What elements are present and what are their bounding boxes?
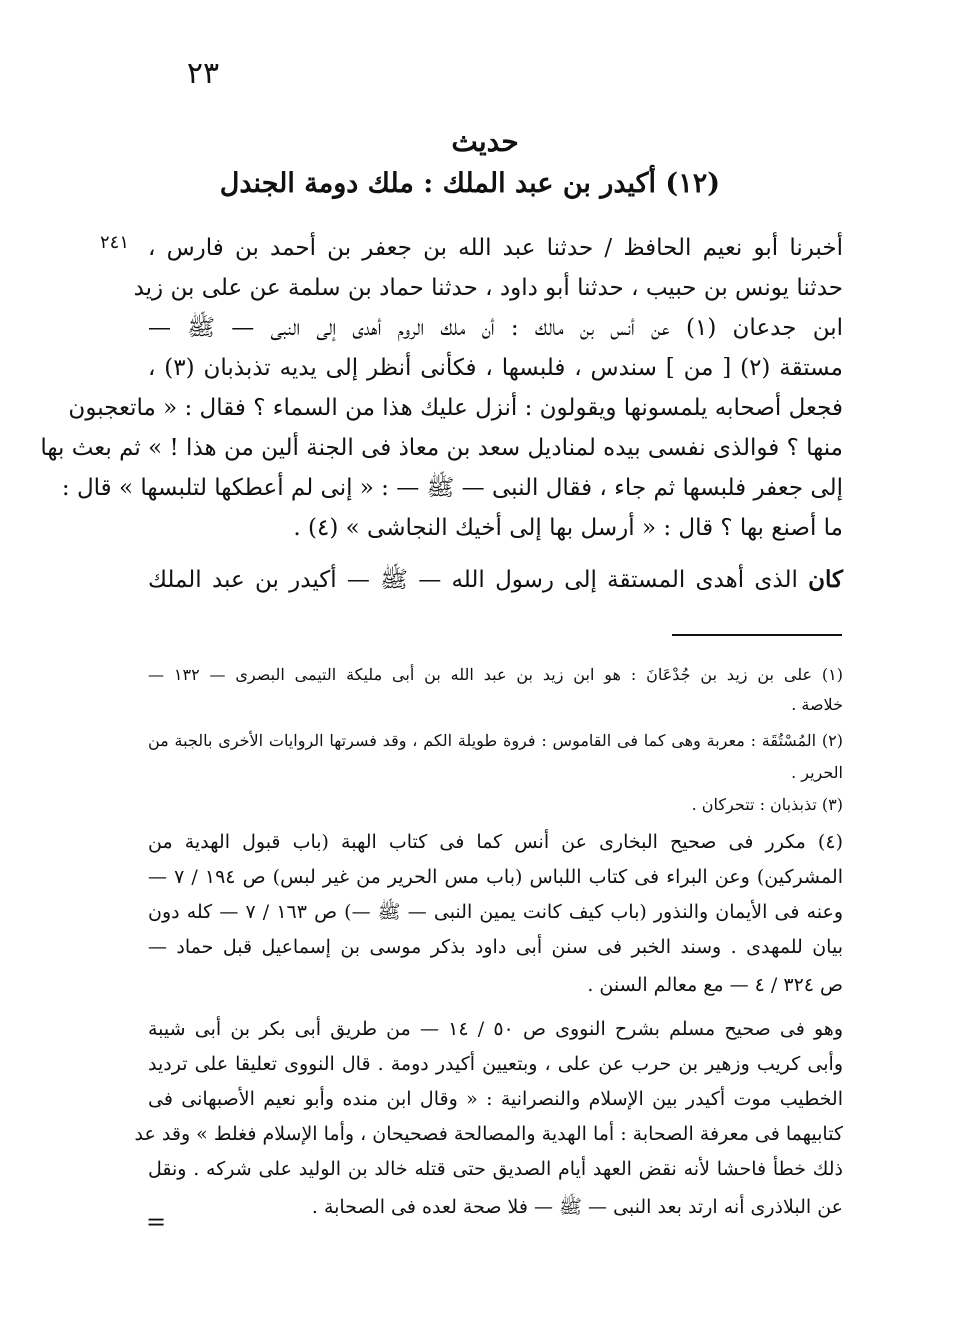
footnote-line: وهو فى صحيح مسلم بشرح النووى ص ٥٠ / ١٤ — من طريق أبى بكر بن أبى شيبة (148, 1018, 843, 1040)
body-line: حدثنا يونس بن حبيب ، حدثنا أبو داود ، حدثنا حماد بن سلمة عن على بن زيد (133, 275, 843, 301)
body-line-text: الذى أهدى المستقة إلى رسول الله — ﷺ — أكيدر بن عبد الملك (148, 567, 798, 593)
footnote-line: عن البلاذرى أنه ارتد بعد النبى — ﷺ — فلا صحة لعده فى الصحابة . (311, 1196, 843, 1218)
footnote-line: (١) على بن زيد بن جُدْعَانَ : هو ابن زيد بن عبد الله بن أبى مليكة التيمى البصرى — ١٣٢ — (148, 665, 843, 684)
body-line: ابن جدعان (١) عن أنس بن مالك : أن ملك الروم أهدى إلى النبى — ﷺ — (148, 315, 843, 341)
footnote-line: ص ٣٢٤ / ٤ — مع معالم السنن . (587, 974, 843, 996)
continuation-mark: = (146, 1208, 167, 1236)
footnote-line: الحرير . (791, 763, 843, 782)
footnote-line: خلاصة . (791, 695, 843, 714)
footnote-line: (٤) مكرر فى صحيح البخارى عن أنس كما فى كتاب الهبة (باب قبول الهدية من (148, 831, 843, 853)
hadith-subheading: (١٢) أكيدر بن عبد الملك : ملك دومة الجندل (219, 168, 720, 199)
footnote-line: (٢) المُسْتُقَة : معربة وهى كما فى القاموس : فروة طويلة الكم ، وقد فسرتها الروايات الأخرى بالجبة من (148, 731, 843, 750)
body-line: إلى جعفر فلبسها ثم جاء ، فقال النبى — ﷺ — : « إنى لم أعطكها لتلبسها » قال : (61, 475, 843, 501)
footnote-line: وعنه فى الأيمان والنذور (باب كيف كانت يمين النبى — ﷺ —) ص ١٦٣ / ٧ — كله دون (148, 901, 844, 923)
body-bold-word: كان (808, 566, 844, 593)
footnote-line: ذلك خطأ فاحشا لأنه نقض العهد أيام الصديق حتى قتله خالد بن الوليد على شركه . ونقل (148, 1158, 843, 1180)
footnote-line: بيان للمهدى . وسند الخبر فى سنن أبى داود بذكر موسى بن إسماعيل قبل حماد — (148, 936, 843, 958)
footnote-line: وأبى كريب وزهير بن حرب عن على ، وبتعيين أكيدر دومة . قال النووى تعليقا على ترديد (148, 1053, 843, 1075)
body-line: مستقة (٢) [ من ] سندس ، فلبسها ، فكأنى أنظر إلى يديه تذبذبان (٣) ، (148, 355, 843, 381)
page-number: ٢٣ (186, 56, 220, 91)
body-line (148, 560, 843, 600)
footnote-separator (672, 634, 842, 636)
body-line: أخبرنا أبو نعيم الحافظ / حدثنا عبد الله بن جعفر بن أحمد بن فارس ، (148, 235, 843, 261)
margin-reference-number: ٢٤١ (100, 232, 130, 253)
body-line: منها ؟ فوالذى نفسى بيده لمناديل سعد بن معاذ فى الجنة ألين من هذا ! » ثم بعث بها (40, 435, 843, 461)
footnote-line: الخطيب موت أكيدر بين الإسلام والنصرانية : « وقال ابن منده وأبو نعيم الأصبهانى فى (148, 1088, 843, 1110)
body-line: فجعل أصحابه يلمسونها ويقولون : أنزل عليك هذا من السماء ؟ فقال : « ماتعجبون (68, 395, 843, 421)
footnote-line: (٣) تذبذبان : تتحركان . (691, 795, 843, 814)
body-line: ما أصنع بها ؟ قال : « أرسل بها إلى أخيك النجاشى » (٤) . (293, 515, 843, 541)
footnote-line: المشركين) وعن البراء فى كتاب اللباس (باب مس الحرير من غير لبس) ص ١٩٤ / ٧ — (148, 866, 843, 888)
hadith-heading: حديث (451, 125, 519, 158)
footnote-line: كتابيهما فى معرفة الصحابة : أما الهدية والمصالحة فصحيحان ، وأما الإسلام فغلط » وقد عد (134, 1123, 843, 1145)
